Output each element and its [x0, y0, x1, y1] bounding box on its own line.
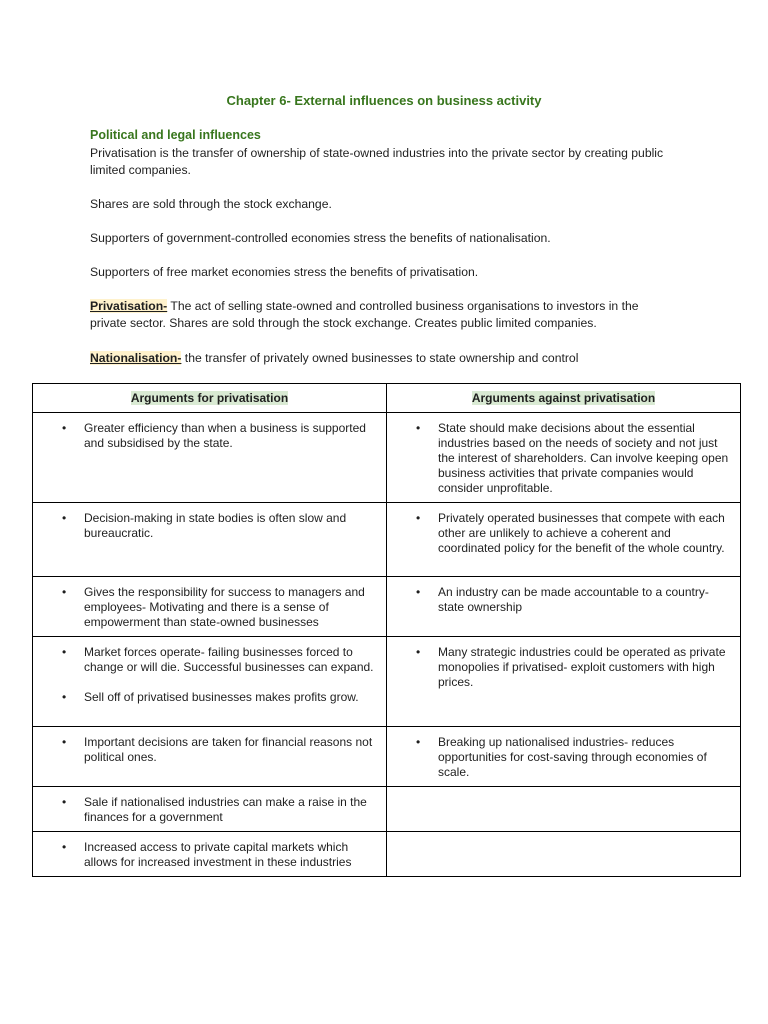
cell-against-empty	[387, 787, 741, 832]
list-item: • Sale if nationalised industries can make a raise in the finances for a government	[84, 795, 378, 825]
list-item: • Increased access to private capital markets which allows for increased investment in these industries	[84, 840, 378, 870]
table-row	[33, 787, 741, 832]
cell-against	[387, 637, 741, 727]
paragraph-free-market: Supporters of free market economies stress the benefits of privatisation.	[90, 265, 479, 279]
list-item: • Decision-making in state bodies is often slow and bureaucratic.	[84, 511, 378, 541]
cell-for	[33, 503, 387, 577]
header-against	[387, 384, 741, 413]
list-item: • Gives the responsibility for success to managers and employees- Motivating and there is a sense of empowerment than state-owned businesses	[84, 585, 378, 630]
term-privatisation: Privatisation-	[90, 299, 168, 313]
paragraph-privatisation-intro: Privatisation is the transfer of ownership of state-owned industries into the private sector by creating public limited companies.	[90, 146, 664, 177]
cell-against	[387, 503, 741, 577]
section-heading: Political and legal influences	[90, 128, 261, 142]
cell-for	[33, 577, 387, 637]
paragraph-government-controlled: Supporters of government-controlled economies stress the benefits of nationalisation.	[90, 231, 551, 245]
list-item: • Important decisions are taken for financial reasons not political ones.	[84, 735, 378, 765]
list-item: • Breaking up nationalised industries- reduces opportunities for cost-saving through economies of scale.	[438, 735, 732, 780]
header-against-label: Arguments against privatisation	[471, 390, 656, 405]
cell-for	[33, 832, 387, 877]
list-item: • State should make decisions about the essential industries based on the needs of society and not just the interest of shareholders. Can involve keeping open business activities that private companies would consider unprofitable.	[438, 421, 732, 496]
term-nationalisation: Nationalisation-	[90, 351, 182, 365]
table-row	[33, 832, 741, 877]
cell-for	[33, 637, 387, 727]
list-item: • An industry can be made accountable to a country- state ownership	[438, 585, 732, 615]
cell-against	[387, 413, 741, 503]
table-row	[33, 577, 741, 637]
cell-against-empty	[387, 832, 741, 877]
header-for-label: Arguments for privatisation	[130, 390, 289, 405]
table-row	[33, 637, 741, 727]
table-row	[33, 503, 741, 577]
table-row	[33, 727, 741, 787]
definition-nationalisation-text: the transfer of privately owned businesses to state ownership and control	[181, 351, 579, 365]
cell-for	[33, 787, 387, 832]
list-item: • Sell off of privatised businesses makes profits grow.	[84, 690, 378, 705]
arguments-table	[32, 383, 741, 877]
list-item: • Privately operated businesses that compete with each other are unlikely to achieve a coherent and coordinated policy for the benefit of the whole country.	[438, 511, 732, 556]
list-item: • Greater efficiency than when a business is supported and subsidised by the state.	[84, 421, 378, 451]
definition-nationalisation	[90, 350, 670, 367]
cell-against	[387, 727, 741, 787]
cell-for	[33, 727, 387, 787]
definition-privatisation	[90, 298, 670, 332]
cell-for	[33, 413, 387, 503]
table-row	[33, 413, 741, 503]
page-title: Chapter 6- External influences on business activity	[226, 93, 542, 108]
definition-privatisation-text: The act of selling state-owned and controlled business organisations to investors in the private sector. Shares are sold through the stock exchange. Creates public limited companies.	[90, 299, 639, 330]
list-item: • Many strategic industries could be operated as private monopolies if privatised- exploit customers with high prices.	[438, 645, 732, 690]
paragraph-shares: Shares are sold through the stock exchange.	[90, 197, 332, 211]
list-item: • Market forces operate- failing businesses forced to change or will die. Successful businesses can expand.	[84, 645, 378, 675]
cell-against	[387, 577, 741, 637]
header-for	[33, 384, 387, 413]
table-header-row	[33, 384, 741, 413]
